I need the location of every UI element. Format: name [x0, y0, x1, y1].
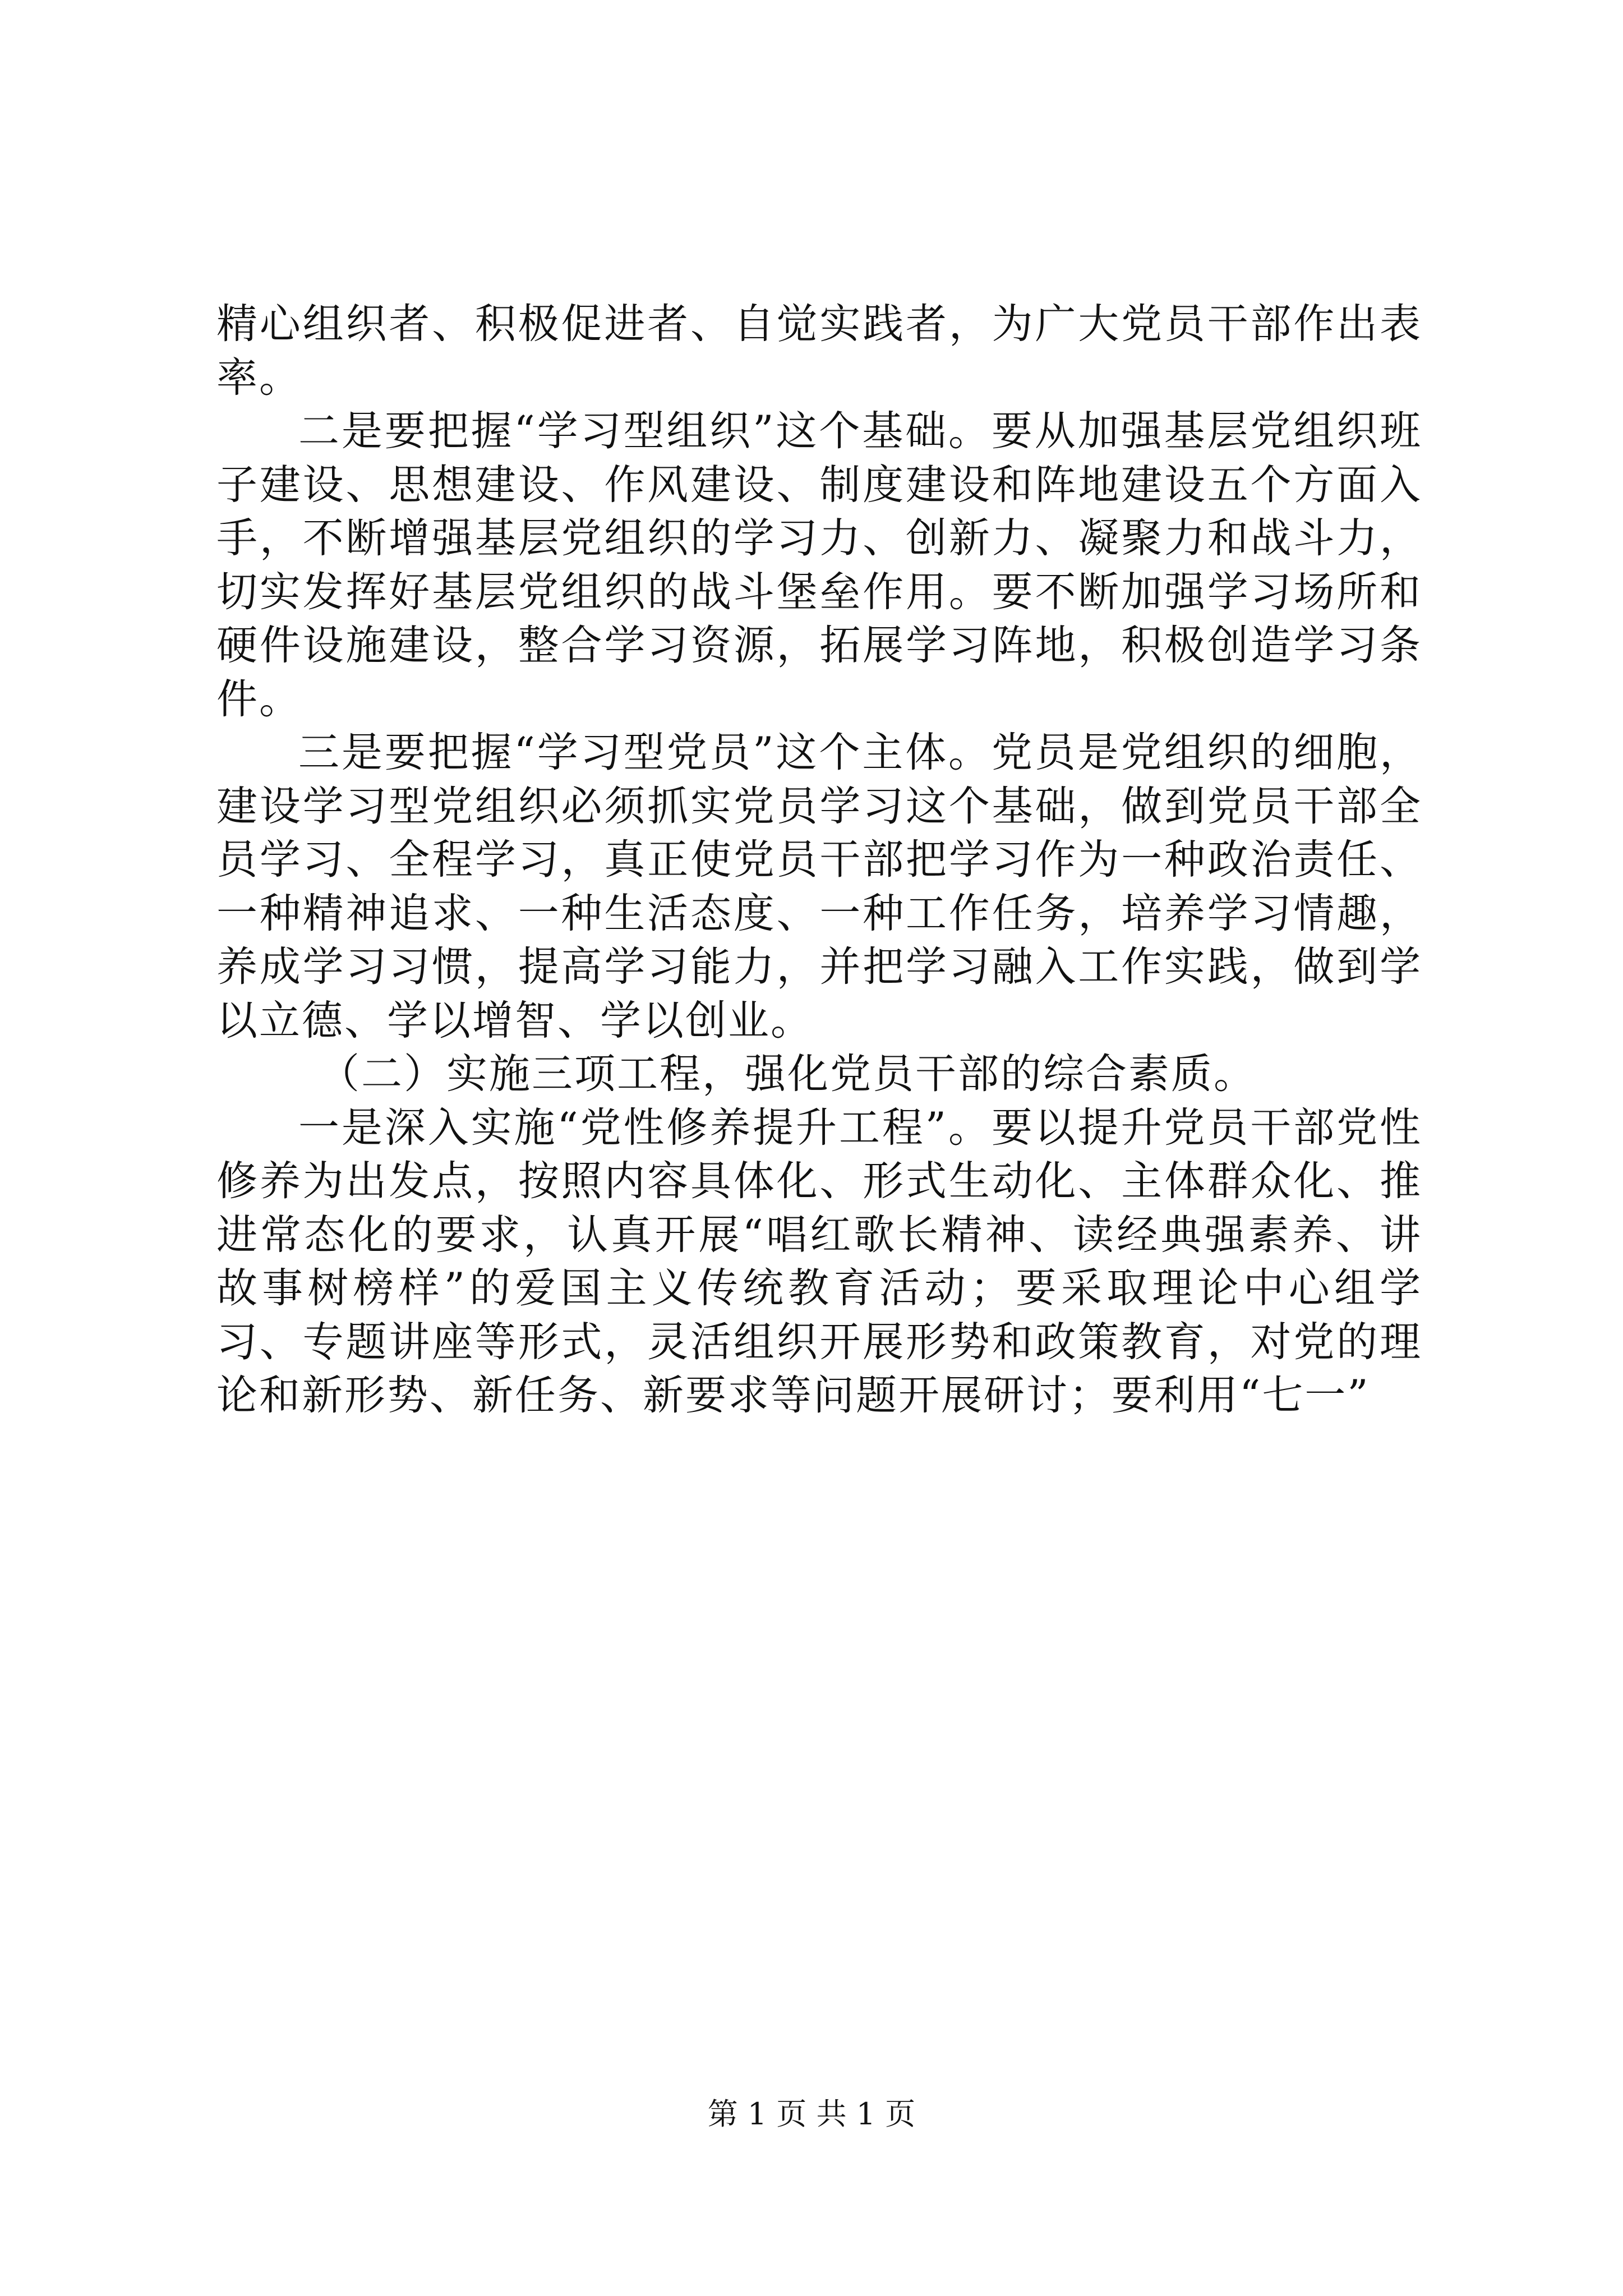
page-footer: 第 1 页 共 1 页 [707, 2096, 916, 2132]
paragraph-continuation: 精心组织者、积极促进者、自觉实践者，为广大党员干部作出表率。 [216, 300, 1422, 402]
paragraph-learning-organization: 二是要把握“学习型组织”这个基础。要从加强基层党组织班子建设、思想建设、作风建设、制度建设和阵地建设五个方面入手，不断增强基层党组织的学习力、创新力、凝聚力和战斗力，切实发挥好基层党组织的战斗堡垒作用。要不断加强学习场所和硬件设施建设，整合学习资源，拓展学习阵地，积极创造学习条件。 [216, 407, 1422, 723]
paragraph-learning-party-member: 三是要把握“学习型党员”这个主体。党员是党组织的细胞，建设学习型党组织必须抓实党员学习这个基础，做到党员干部全员学习、全程学习，真正使党员干部把学习作为一种政治责任、一种精神追求、一种生活态度、一种工作任务，培养学习情趣，养成学习习惯，提高学习能力，并把学习融入工作实践，做到学以立德、学以增智、学以创业。 [216, 729, 1422, 1045]
section-heading: （二）实施三项工程，强化党员干部的综合素质。 [319, 1050, 1256, 1098]
paragraph-party-cultivation: 一是深入实施“党性修养提升工程”。要以提升党员干部党性修养为出发点，按照内容具体化、形式生动化、主体群众化、推进常态化的要求，认真开展“唱红歌长精神、读经典强素养、讲故事树榜样”的爱国主义传统教育活动；要采取理论中心组学习、专题讲座等形式，灵活组织开展形势和政策教育，对党的理论和新形势、新任务、新要求等问题开展研讨；要利用“七一” [216, 1103, 1422, 1419]
document-body [216, 297, 1422, 1423]
